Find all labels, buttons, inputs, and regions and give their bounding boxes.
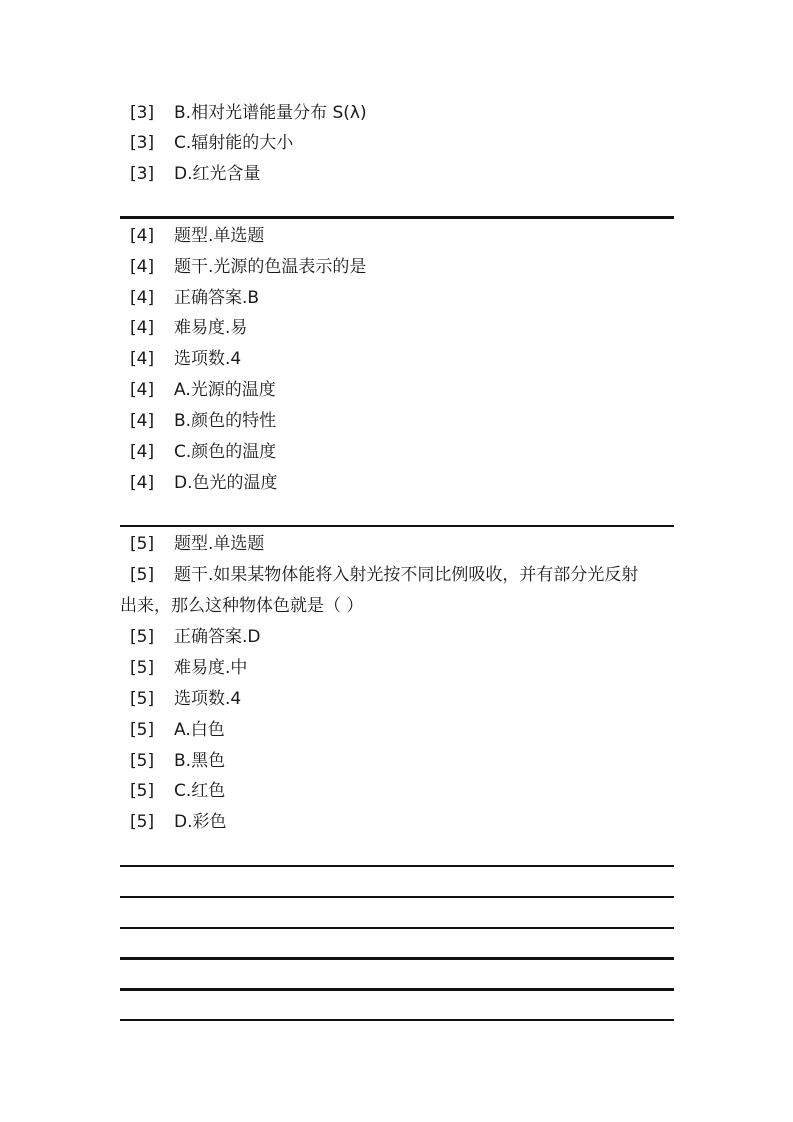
question-tag: [5] — [130, 720, 155, 740]
question-tag: [5] — [130, 534, 155, 554]
option-a: A.白色 — [174, 720, 225, 740]
option-c: C.辐射能的大小 — [174, 133, 294, 153]
correct-answer: 正确答案.D — [174, 627, 261, 647]
question-type: 题型.单选题 — [174, 534, 265, 554]
question-tag: [3] — [130, 103, 155, 123]
question-tag: [5] — [130, 812, 155, 832]
option-b: B.相对光谱能量分布 S(λ) — [174, 103, 367, 123]
difficulty: 难易度.易 — [174, 318, 248, 338]
option-a: A.光源的温度 — [174, 380, 276, 400]
option-count: 选项数.4 — [174, 689, 242, 709]
option-d: D.红光含量 — [174, 164, 261, 184]
divider — [120, 957, 674, 960]
question-tag: [5] — [130, 751, 155, 771]
question-stem: 题干.光源的色温表示的是 — [174, 257, 367, 277]
option-d: D.彩色 — [174, 812, 227, 832]
divider — [120, 988, 674, 991]
question-tag: [4] — [130, 226, 155, 246]
divider — [120, 525, 674, 527]
option-count: 选项数.4 — [174, 349, 242, 369]
correct-answer: 正确答案.B — [174, 288, 260, 308]
divider — [120, 865, 674, 867]
divider — [120, 927, 674, 929]
question-stem: 题干.如果某物体能将入射光按不同比例吸收，并有部分光反射 — [174, 565, 639, 585]
divider — [120, 216, 674, 219]
option-d: D.色光的温度 — [174, 473, 278, 493]
option-b: B.黑色 — [174, 751, 226, 771]
question-tag: [5] — [130, 658, 155, 678]
question-stem-continuation: 出来，那么这种物体色就是（ ） — [120, 596, 364, 616]
question-tag: [4] — [130, 318, 155, 338]
question-tag: [4] — [130, 473, 155, 493]
option-b: B.颜色的特性 — [174, 411, 277, 431]
divider — [120, 1019, 674, 1021]
question-tag: [5] — [130, 627, 155, 647]
question-tag: [4] — [130, 380, 155, 400]
question-tag: [5] — [130, 781, 155, 801]
question-tag: [4] — [130, 442, 155, 462]
question-tag: [4] — [130, 349, 155, 369]
question-tag: [3] — [130, 164, 155, 184]
option-c: C.颜色的温度 — [174, 442, 277, 462]
question-tag: [4] — [130, 257, 155, 277]
question-tag: [4] — [130, 411, 155, 431]
question-tag: [5] — [130, 565, 155, 585]
divider — [120, 896, 674, 898]
question-type: 题型.单选题 — [174, 226, 265, 246]
option-c: C.红色 — [174, 781, 226, 801]
question-tag: [3] — [130, 133, 155, 153]
difficulty: 难易度.中 — [174, 658, 248, 678]
question-tag: [5] — [130, 689, 155, 709]
question-tag: [4] — [130, 288, 155, 308]
